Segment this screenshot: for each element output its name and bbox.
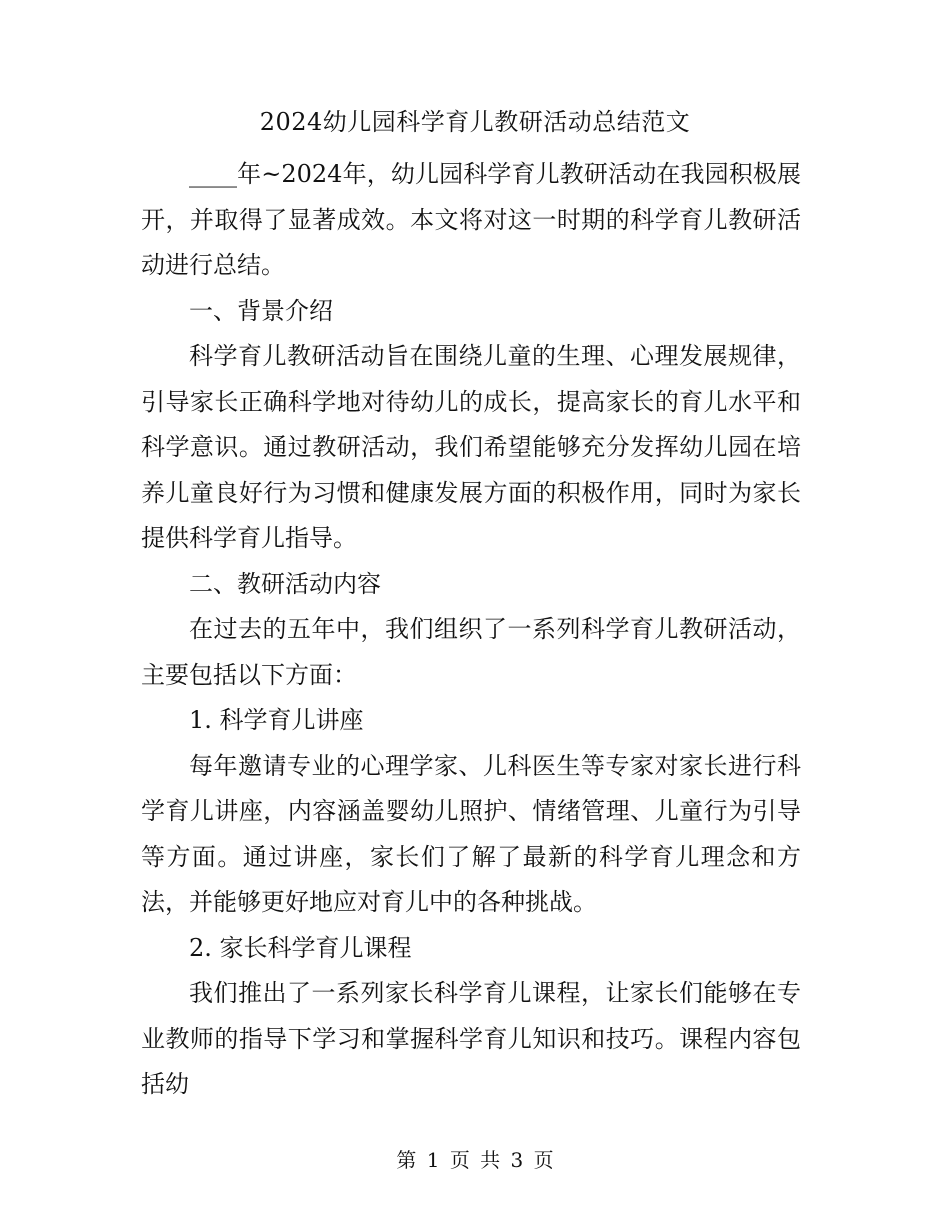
subheading-courses: 2. 家长科学育儿课程 xyxy=(189,933,412,962)
section-heading-background: 一、背景介绍 xyxy=(189,296,333,325)
subheading-lectures: 1. 科学育儿讲座 xyxy=(189,706,364,734)
page-number-footer: 第 1 页 共 3 页 xyxy=(396,1148,554,1172)
document-body xyxy=(141,152,801,1108)
intro-paragraph: ____年~2024年，幼儿园科学育儿教研活动在我园积极展开，并取得了显著成效。本文将对这一时期的科学育儿教研活动进行总结。 xyxy=(141,160,801,279)
lectures-paragraph: 每年邀请专业的心理学家、儿科医生等专家对家长进行科学育儿讲座，内容涵盖婴幼儿照护、情绪管理、儿童行为引导等方面。通过讲座，家长们了解了最新的科学育儿理念和方法，并能够更好地应对育儿中的各种挑战。 xyxy=(141,751,801,916)
section-heading-content: 二、教研活动内容 xyxy=(189,569,381,598)
background-paragraph: 科学育儿教研活动旨在围绕儿童的生理、心理发展规律，引导家长正确科学地对待幼儿的成长，提高家长的育儿水平和科学意识。通过教研活动，我们希望能够充分发挥幼儿园在培养儿童良好行为习惯和健康发展方面的积极作用，同时为家长提供科学育儿指导。 xyxy=(141,342,801,552)
courses-paragraph: 我们推出了一系列家长科学育儿课程，让家长们能够在专业教师的指导下学习和掌握科学育儿知识和技巧。课程内容包括幼 xyxy=(141,979,801,1098)
document-title: 2024幼儿园科学育儿教研活动总结范文 xyxy=(259,108,691,136)
content-intro-paragraph: 在过去的五年中，我们组织了一系列科学育儿教研活动，主要包括以下方面： xyxy=(141,615,801,689)
